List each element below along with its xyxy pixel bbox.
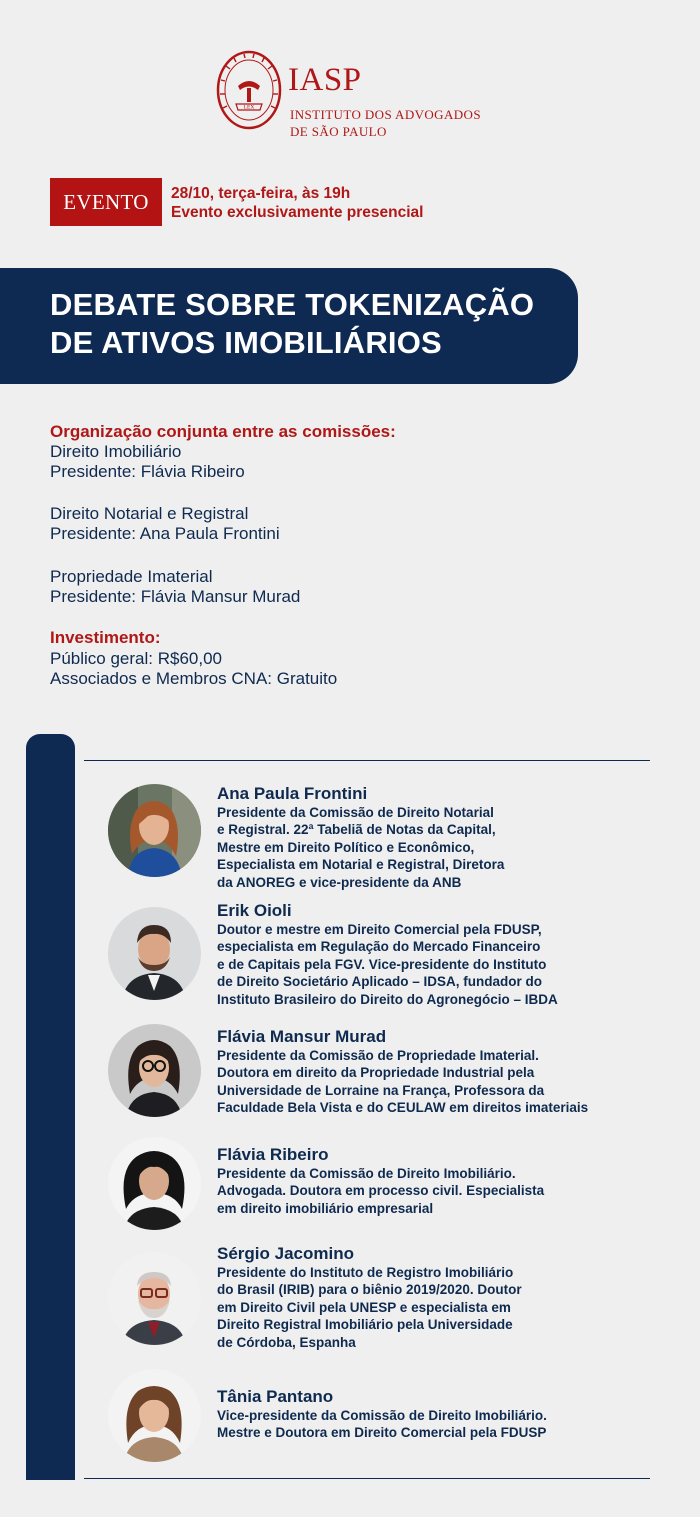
- bio-line: e de Capitais pela FGV. Vice-presidente do Instituto: [217, 956, 547, 972]
- speaker-bio: [217, 1047, 637, 1117]
- divider-top: [84, 760, 650, 761]
- speaker-bio: [217, 1407, 637, 1442]
- bio-line: do Brasil (IRIB) para o biênio 2019/2020. Doutor: [217, 1282, 522, 1298]
- speaker-photo: [108, 1369, 201, 1462]
- event-date: 28/10, terça-feira, às 19h: [171, 185, 351, 202]
- investment-general: Público geral: R$60,00: [50, 649, 223, 668]
- committee-president: Presidente: Flávia Ribeiro: [50, 462, 245, 481]
- speaker-name: Flávia Mansur Murad: [217, 1027, 387, 1046]
- bio-line: em direito imobiliário empresarial: [217, 1200, 434, 1216]
- speaker-photo: [108, 784, 201, 877]
- page-title-line2: DE ATIVOS IMOBILIÁRIOS: [50, 325, 442, 360]
- bio-line: Vice-presidente da Comissão de Direito Imobiliário.: [217, 1408, 547, 1423]
- organization-heading: Organização conjunta entre as comissões:: [50, 422, 396, 441]
- logo-subtitle-line1: INSTITUTO DOS ADVOGADOS: [290, 107, 481, 122]
- bio-line: de Direito Societário Aplicado – IDSA, fundador do: [217, 974, 543, 990]
- speaker-bio: [217, 921, 637, 1008]
- bio-line: em Direito Civil pela UNESP e especialista em: [217, 1299, 511, 1315]
- divider-bottom: [84, 1478, 650, 1479]
- speakers-side-bar: [26, 734, 75, 1480]
- bio-line: da ANOREG e vice-presidente da ANB: [217, 874, 462, 890]
- bio-line: Advogada. Doutora em processo civil. Especialista: [217, 1183, 545, 1199]
- committee-president: Presidente: Ana Paula Frontini: [50, 524, 280, 543]
- bio-line: Direito Registral Imobiliário pela Universidade: [217, 1317, 513, 1333]
- bio-line: Doutora em direito da Propriedade Industrial pela: [217, 1065, 535, 1081]
- committee-name: Direito Imobiliário: [50, 442, 182, 461]
- committee-name: Propriedade Imaterial: [50, 567, 213, 586]
- event-mode: Evento exclusivamente presencial: [171, 204, 424, 221]
- bio-line: Mestre e Doutora em Direito Comercial pela FDUSP: [217, 1425, 547, 1441]
- page-title-line1: DEBATE SOBRE TOKENIZAÇÃO: [50, 287, 535, 322]
- speaker-photo: [108, 907, 201, 1000]
- bio-line: especialista em Regulação do Mercado Financeiro: [217, 939, 541, 955]
- logo-subtitle-line2: DE SÃO PAULO: [290, 124, 387, 139]
- speaker-bio: [217, 1264, 637, 1351]
- iasp-seal-icon: [216, 50, 282, 130]
- speaker-name: Erik Oioli: [217, 901, 292, 920]
- investment-members: Associados e Membros CNA: Gratuito: [50, 669, 338, 688]
- bio-line: Especialista em Notarial e Registral, Diretora: [217, 857, 505, 873]
- bio-line: Presidente do Instituto de Registro Imobiliário: [217, 1265, 514, 1280]
- speaker-bio: [217, 804, 637, 891]
- speaker-name: Sérgio Jacomino: [217, 1244, 354, 1263]
- bio-line: Presidente da Comissão de Direito Imobiliário.: [217, 1166, 516, 1181]
- bio-line: e Registral. 22ª Tabeliã de Notas da Capital,: [217, 822, 496, 838]
- committee-name: Direito Notarial e Registral: [50, 504, 249, 523]
- logo-name: IASP: [288, 62, 362, 98]
- bio-line: Mestre em Direito Político e Econômico,: [217, 839, 475, 855]
- speaker-photo: [108, 1024, 201, 1117]
- bio-line: Doutor e mestre em Direito Comercial pela FDUSP,: [217, 922, 542, 937]
- event-tag: EVENTO: [50, 178, 162, 226]
- committee-president: Presidente: Flávia Mansur Murad: [50, 587, 301, 606]
- bio-line: Presidente da Comissão de Direito Notarial: [217, 805, 494, 820]
- bio-line: Universidade de Lorraine na França, Professora da: [217, 1082, 545, 1098]
- speaker-name: Ana Paula Frontini: [217, 784, 368, 803]
- bio-line: Faculdade Bela Vista e do CEULAW em direitos imateriais: [217, 1100, 589, 1116]
- speaker-name: Flávia Ribeiro: [217, 1145, 329, 1164]
- speaker-bio: [217, 1165, 637, 1217]
- bio-line: Presidente da Comissão de Propriedade Imaterial.: [217, 1048, 539, 1063]
- speaker-name: Tânia Pantano: [217, 1387, 334, 1406]
- seal-motto: LEX: [243, 104, 255, 111]
- speaker-photo: [108, 1137, 201, 1230]
- investment-heading: Investimento:: [50, 628, 161, 647]
- bio-line: Instituto Brasileiro do Direito do Agronegócio – IBDA: [217, 991, 558, 1007]
- bio-line: de Córdoba, Espanha: [217, 1334, 356, 1350]
- speaker-photo: [108, 1252, 201, 1345]
- iasp-logo: [216, 50, 516, 139]
